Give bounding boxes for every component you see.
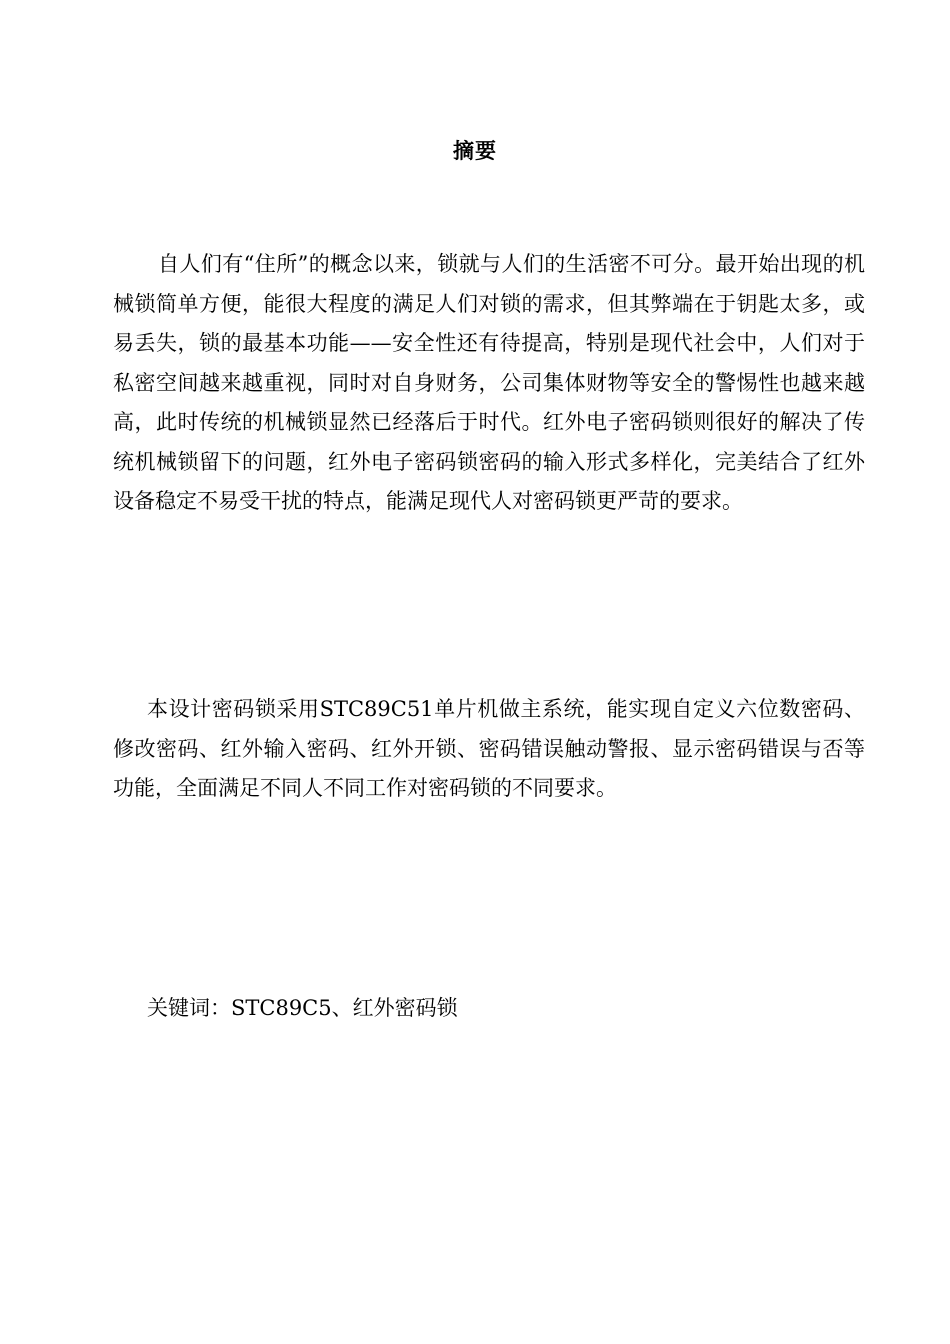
- abstract-paragraph-2: 本设计密码锁采用STC89C51单片机做主系统，能实现自定义六位数密码、修改密码、红外输入密码、红外开锁、密码错误触动警报、显示密码错误与否等功能，全面满足不同人不同工作对密码锁的不同要求。: [113, 697, 865, 800]
- keywords-line: 关键词：STC89C5、红外密码锁: [147, 996, 458, 1020]
- abstract-title: 摘要: [453, 139, 497, 163]
- abstract-paragraph-1: 自人们有“住所”的概念以来，锁就与人们的生活密不可分。最开始出现的机械锁简单方便，能很大程度的满足人们对锁的需求，但其弊端在于钥匙太多，或易丢失，锁的最基本功能——安全性还有待提高，特别是现代社会中，人们对于私密空间越来越重视，同时对自身财务，公司集体财物等安全的警惕性也越来越高，此时传统的机械锁显然已经落后于时代。红外电子密码锁则很好的解决了传统机械锁留下的问题，红外电子密码锁密码的输入形式多样化，完美结合了红外设备稳定不易受干扰的特点，能满足现代人对密码锁更严苛的要求。: [113, 252, 865, 513]
